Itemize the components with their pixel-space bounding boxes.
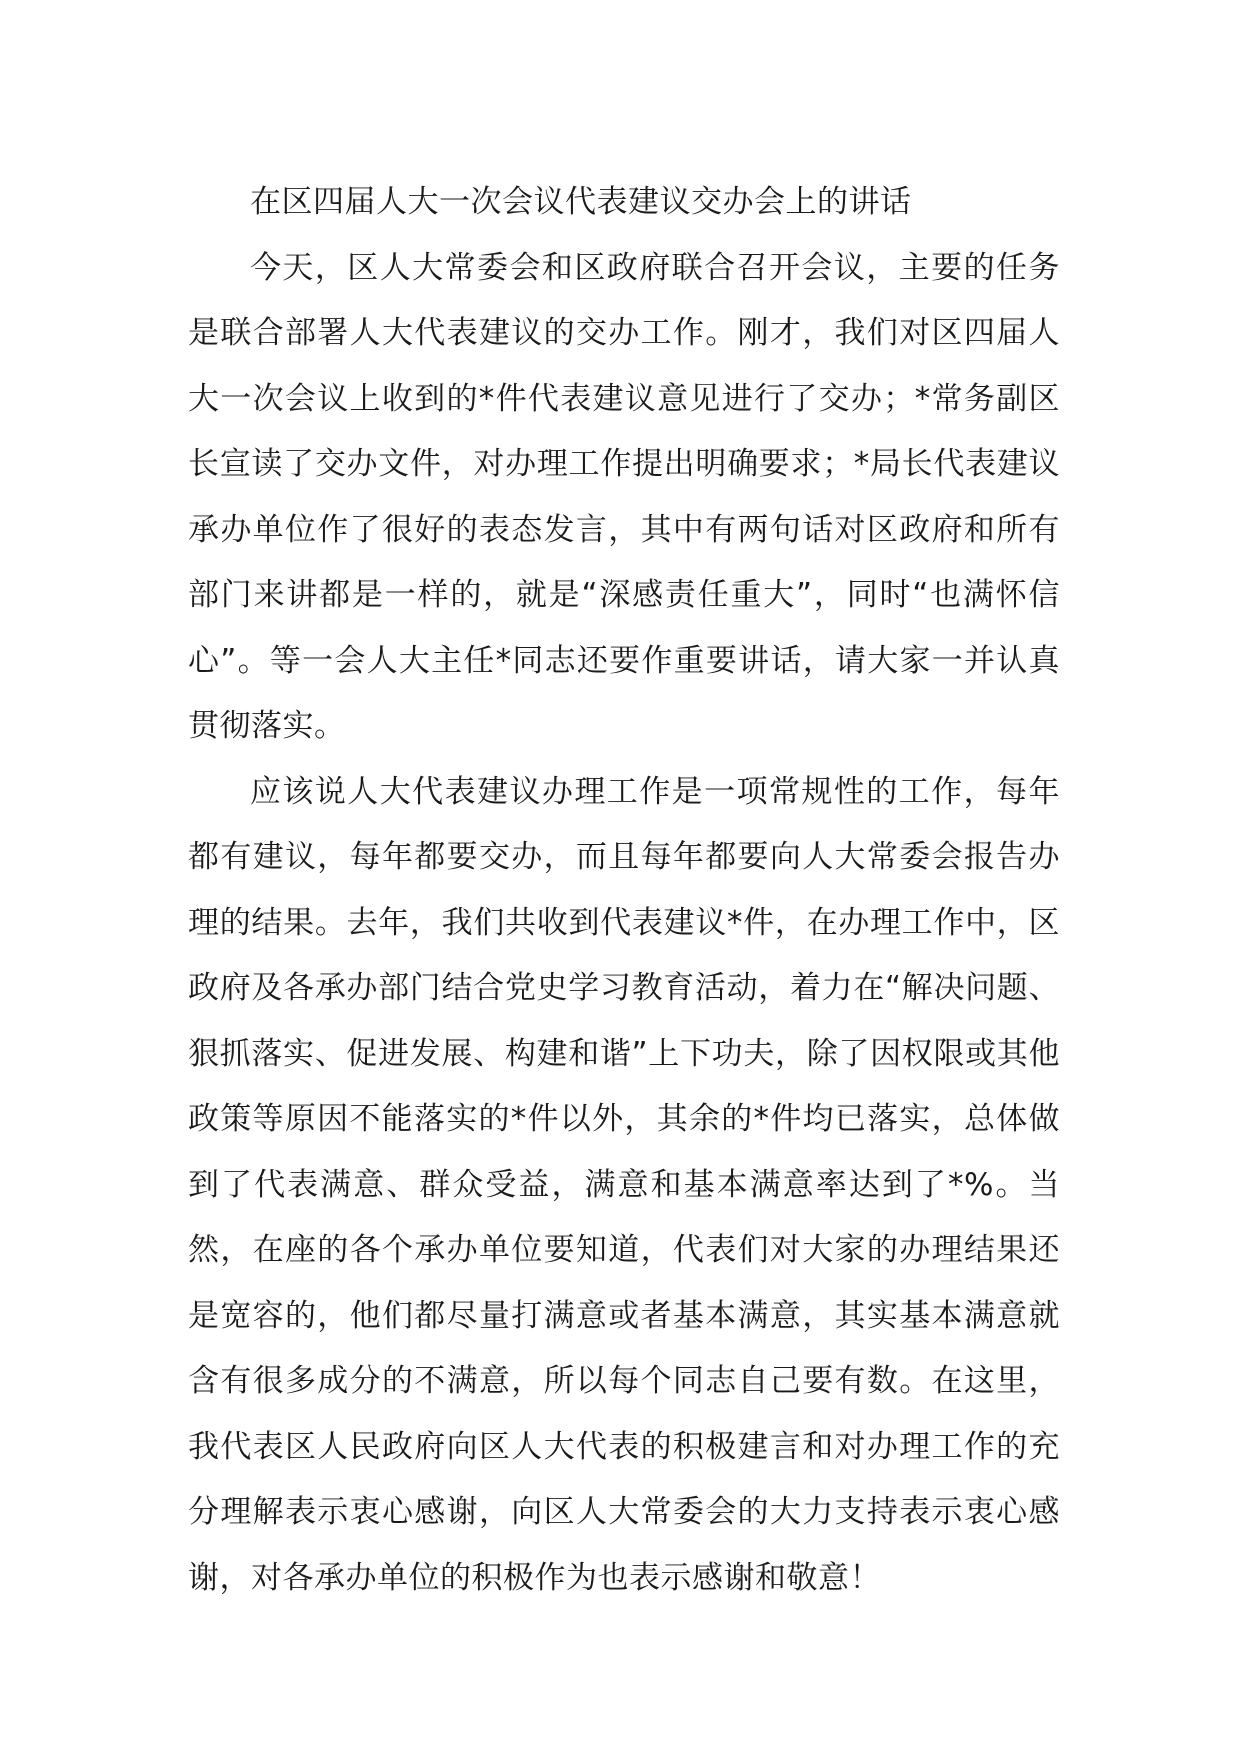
- document-title: 在区四届人大一次会议代表建议交办会上的讲话: [250, 184, 912, 220]
- paragraph: 今天，区人大常委会和区政府联合召开会议，主要的任务是联合部署人大代表建议的交办工作。刚才，我们对区四届人大一次会议上收到的*件代表建议意见进行了交办；*常务副区长宣读了交办文件，对办理工作提出明确要求；*局长代表建议承办单位作了很好的表态发言，其中有两句话对区政府和所有部门来讲都是一样的，就是“深感责任重大”，同时“也满怀信心”。等一会人大主任*同志还要作重要讲话，请大家一并认真贯彻落实。: [188, 249, 1060, 744]
- document-body: [188, 170, 1060, 1611]
- paragraph: 应该说人大代表建议办理工作是一项常规性的工作，每年都有建议，每年都要交办，而且每年都要向人大常委会报告办理的结果。去年，我们共收到代表建议*件，在办理工作中，区政府及各承办部门结合党史学习教育活动，着力在“解决问题、狠抓落实、促进发展、构建和谐”上下功夫，除了因权限或其他政策等原因不能落实的*件以外，其余的*件均已落实，总体做到了代表满意、群众受益，满意和基本满意率达到了*%。当然，在座的各个承办单位要知道，代表们对大家的办理结果还是宽容的，他们都尽量打满意或者基本满意，其实基本满意就含有很多成分的不满意，所以每个同志自己要有数。在这里，我代表区人民政府向区人大代表的积极建言和对办理工作的充分理解表示衷心感谢，向区人大常委会的大力支持表示衷心感谢，对各承办单位的积极作为也表示感谢和敬意！: [188, 773, 1060, 1596]
